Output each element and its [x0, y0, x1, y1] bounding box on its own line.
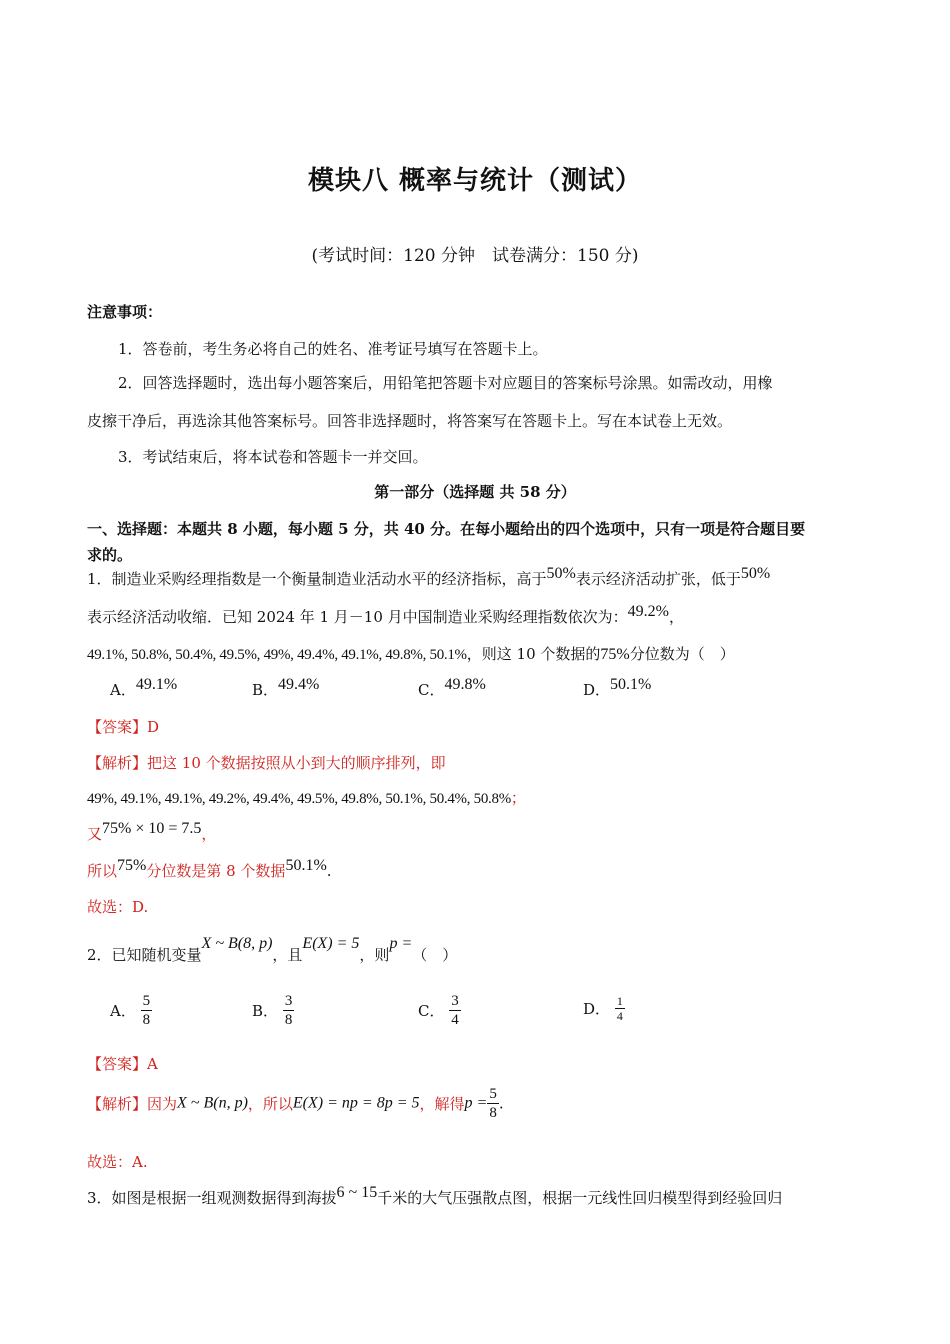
q1-line-3: [87, 643, 735, 664]
fraction-denominator: 8: [489, 1105, 497, 1121]
option-label: D．: [583, 681, 611, 699]
option-label: B．: [252, 681, 279, 699]
fraction-numerator: 5: [489, 1086, 497, 1102]
answer-value: D: [147, 718, 160, 736]
option-value: 50.1%: [610, 676, 652, 693]
analysis-tag: 【解析】: [87, 754, 148, 772]
analysis-text: 把这 10 个数据按照从小到大的顺序排列，即: [147, 754, 446, 772]
fraction-denominator: 8: [142, 1012, 151, 1028]
analysis-text: ，: [201, 825, 217, 843]
q3-stem: [87, 1184, 783, 1208]
analysis-math: E(X) = np = 8p = 5: [292, 1094, 420, 1112]
q1-math-75-percent: 75%: [600, 646, 630, 663]
notice-item-2-line-1: 2．回答选择题时，选出每小题答案后，用铅笔把答题卡对应题目的答案标号涂黑。如需改动，用橡: [118, 374, 773, 392]
q1-text: 1．制造业采购经理指数是一个衡量制造业活动水平的经济指标，高于: [87, 570, 547, 588]
option-value: 49.1%: [135, 676, 178, 693]
fraction-numerator: 1: [616, 994, 623, 1008]
analysis-text: 又: [87, 825, 103, 843]
q2-math-distribution: X ~ B(8, p): [201, 935, 273, 952]
q2-text: （ ）: [412, 946, 458, 964]
q2-text: ，则: [359, 946, 390, 964]
analysis-sorted-values: 49%, 49.1%, 49.1%, 49.2%, 49.4%, 49.5%, 49.8%, 50.1%, 50.4%, 50.8%: [87, 791, 511, 807]
analysis-math: X ~ B(n, p): [177, 1094, 248, 1112]
exam-info: (考试时间：120 分钟 试卷满分：150 分): [311, 246, 639, 266]
section-1-line-2: 求的。: [87, 546, 133, 564]
analysis-text: ，所以: [247, 1095, 293, 1113]
answer-tag: 【答案】: [87, 718, 148, 736]
q2-conclusion: 故选：A.: [87, 1153, 148, 1171]
q1-text: ，则这 10 个数据的: [466, 645, 601, 663]
q1-math-50-percent: 50%: [740, 565, 771, 582]
analysis-math: p =: [464, 1094, 488, 1112]
analysis-text: 所以: [87, 862, 118, 880]
q2-option-d: [583, 994, 625, 1023]
option-label: A．: [110, 1002, 136, 1020]
notice-item-1: 1．答卷前，考生务必将自己的姓名、准考证号填写在答题卡上。: [118, 340, 548, 358]
q1-analysis-line-2: [87, 787, 526, 808]
page-title: 模块八 概率与统计（测试）: [307, 166, 643, 196]
analysis-text: .: [498, 1094, 504, 1113]
q2-math-p: p =: [389, 935, 413, 952]
fraction-denominator: 4: [451, 1012, 459, 1028]
analysis-math: 50.1%: [285, 857, 327, 874]
q3-text: 3．如图是根据一组观测数据得到海拔: [87, 1189, 337, 1207]
fraction-denominator: 4: [616, 1009, 623, 1023]
option-fraction: [449, 992, 461, 1029]
q1-math-values: 49.1%, 50.8%, 50.4%, 49.5%, 49%, 49.4%, 49.1%, 49.8%, 50.1%: [87, 647, 467, 663]
q1-analysis-line-1: [87, 752, 446, 773]
option-fraction: [141, 992, 153, 1029]
option-label: C．: [418, 681, 445, 699]
fraction-numerator: 5: [142, 993, 151, 1009]
q1-line-2: [87, 603, 684, 627]
q2-text: ，且: [272, 946, 303, 964]
analysis-text: 分位数是第 8 个数据: [146, 862, 286, 880]
q1-text: ，: [668, 608, 684, 626]
q3-text: 千米的大气压强散点图，根据一元线性回归模型得到经验回归: [377, 1189, 783, 1207]
q1-text: 表示经济活动收缩．已知 2024 年 1 月－10 月中国制造业采购经理指数依次为：: [87, 608, 628, 626]
analysis-text: 因为: [147, 1095, 178, 1113]
analysis-tag: 【解析】: [87, 1095, 148, 1113]
q1-text: 表示经济活动扩张，低于: [575, 570, 741, 588]
q2-math-expectation: E(X) = 5: [302, 935, 360, 952]
fraction-numerator: 3: [284, 993, 293, 1009]
answer-tag: 【答案】: [87, 1055, 148, 1073]
q1-option-b: [252, 676, 320, 700]
fraction-denominator: 8: [284, 1012, 293, 1028]
analysis-math: 75%: [117, 857, 147, 874]
option-label: A．: [110, 681, 136, 699]
answer-value: A: [147, 1055, 158, 1073]
notice-heading: 注意事项：: [87, 303, 163, 321]
q2-option-b: [252, 992, 294, 1029]
q1-analysis-line-4: [87, 857, 332, 881]
analysis-math: 75% × 10 = 7.5: [102, 820, 202, 837]
q2-answer: [87, 1053, 158, 1074]
q1-analysis-line-3: [87, 820, 217, 844]
q1-math-50-percent: 50%: [546, 565, 576, 582]
option-value: 49.8%: [444, 676, 486, 693]
q3-math-range: 6 ~ 15: [336, 1184, 378, 1201]
q2-stem: [87, 935, 458, 965]
q1-line-1: [87, 565, 771, 589]
option-label: D．: [583, 1000, 611, 1018]
analysis-text: ；: [510, 789, 526, 807]
notice-item-2-line-2: 皮擦干净后，再选涂其他答案标号。回答非选择题时，将答案写在答题卡上。写在本试卷上无效。: [87, 412, 733, 430]
fraction-numerator: 3: [451, 993, 459, 1009]
q1-option-d: [583, 676, 652, 700]
q1-text: 分位数为（ ）: [629, 645, 735, 663]
option-label: B．: [252, 1002, 279, 1020]
q1-answer: [87, 716, 159, 737]
q1-conclusion: 故选：D.: [87, 898, 149, 916]
option-label: C．: [418, 1002, 445, 1020]
q2-analysis: [87, 1085, 504, 1122]
q1-math-first-value: 49.2%: [627, 603, 669, 620]
q1-option-a: [110, 676, 178, 700]
q2-option-c: [418, 992, 461, 1029]
option-fraction: [283, 992, 295, 1029]
analysis-text: .: [326, 862, 332, 880]
analysis-fraction: [487, 1085, 499, 1122]
q1-option-c: [418, 676, 486, 700]
notice-item-3: 3．考试结束后，将本试卷和答题卡一并交回。: [118, 448, 428, 466]
option-value: 49.4%: [278, 676, 320, 693]
q2-text: 2．已知随机变量: [87, 946, 202, 964]
part-1-heading: 第一部分（选择题 共 58 分）: [374, 483, 576, 501]
analysis-text: ，解得: [419, 1095, 465, 1113]
option-fraction: [615, 994, 625, 1023]
section-1-line-1: 一、选择题：本题共 8 小题，每小题 5 分，共 40 分。在每小题给出的四个选项中，只有一项是符合题目要: [87, 520, 806, 538]
q2-option-a: [110, 992, 152, 1029]
